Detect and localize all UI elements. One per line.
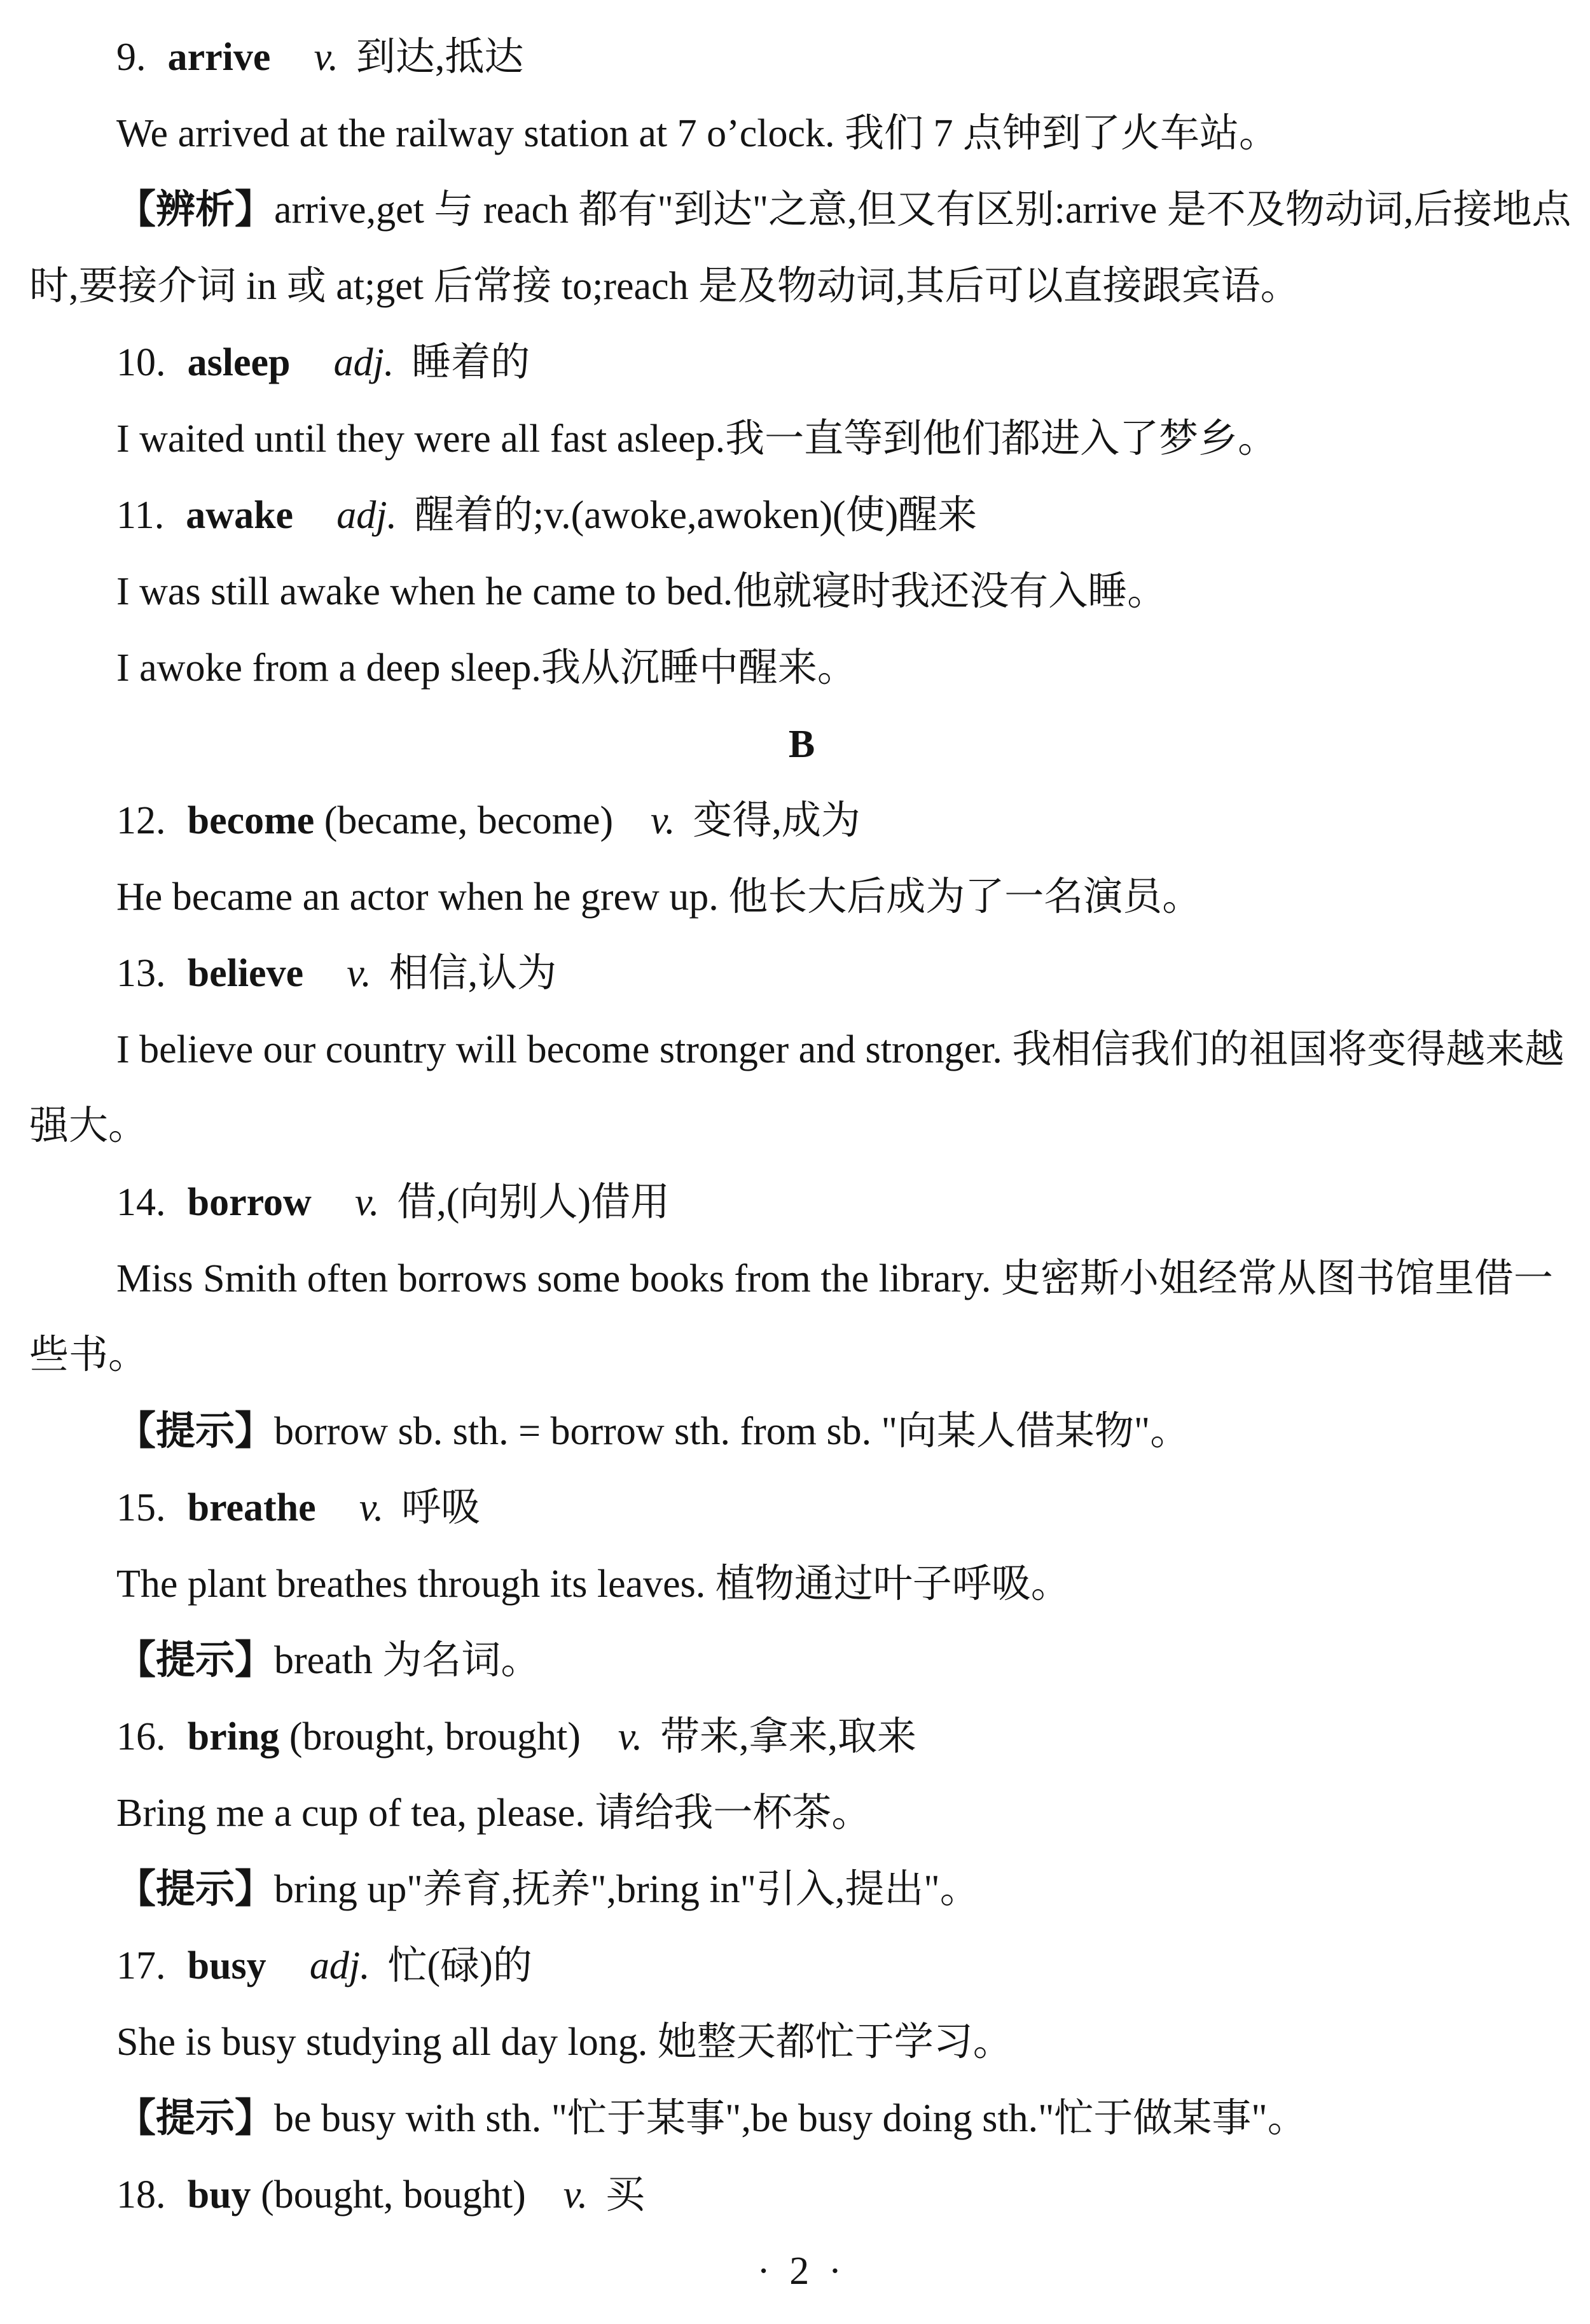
note-text: be busy with sth. "忙于某事",be busy doing sth."忙于做某事"。	[274, 2097, 1307, 2140]
note-paragraph	[29, 1622, 1574, 1699]
entry-bring-head	[29, 1699, 1574, 1775]
entry-arrive-head	[29, 19, 1574, 95]
note-paragraph	[29, 2080, 1574, 2157]
entry-pos: v.	[354, 1181, 380, 1224]
entry-word: bring	[187, 1715, 280, 1758]
example-sentence: He became an actor when he grew up. 他长大后成为了一名演员。	[116, 875, 1202, 919]
entry-word: breathe	[187, 1486, 316, 1529]
entry-word: buy	[187, 2173, 251, 2216]
entry-meaning: 呼吸	[401, 1486, 481, 1529]
entry-meaning: 带来,拿来,取来	[660, 1715, 917, 1758]
entry-meaning: 睡着的	[411, 341, 530, 384]
entry-number: 18.	[116, 2173, 166, 2216]
note-label: 【辨析】	[116, 188, 275, 232]
page-number: · 2 ·	[757, 2250, 847, 2293]
entry-meaning: 醒着的;v.(awoke,awoken)(使)醒来	[414, 494, 978, 537]
entry-number: 13.	[116, 952, 166, 995]
entry-meaning: 相信,认为	[389, 952, 557, 995]
entry-asleep-head	[29, 324, 1574, 401]
example-sentence: Miss Smith often borrows some books from the library. 史密斯小姐经常从图书馆里借一些书。	[29, 1257, 1553, 1377]
note-paragraph	[29, 1851, 1574, 1928]
note-paragraph	[29, 1393, 1574, 1470]
section-heading-B: B	[788, 723, 815, 766]
entry-pos: v.	[618, 1715, 643, 1758]
entry-number: 12.	[116, 799, 166, 842]
example-sentence: I waited until they were all fast asleep.我一直等到他们都进入了梦乡。	[116, 417, 1278, 461]
entry-word: believe	[187, 952, 304, 995]
entry-pos: v.	[359, 1486, 384, 1529]
entry-breathe-head	[29, 1470, 1574, 1546]
entry-verb-forms: (bought, bought)	[261, 2173, 526, 2216]
entry-borrow-head	[29, 1164, 1574, 1241]
example-sentence: She is busy studying all day long. 她整天都忙于学习。	[116, 2021, 1013, 2064]
note-text: arrive,get 与 reach 都有"到达"之意,但又有区别:arrive 是不及物动词,后接地点时,要接介词 in 或 at;get 后常接 to;reach 是及物动词,其后可以直接跟宾语。	[29, 188, 1572, 308]
example-sentence: I believe our country will become stronger and stronger. 我相信我们的祖国将变得越来越强大。	[29, 1028, 1565, 1148]
entry-number: 9.	[116, 36, 146, 79]
entry-word: borrow	[187, 1181, 312, 1224]
entry-pos: adj.	[309, 1944, 370, 1987]
entry-become-head	[29, 783, 1574, 859]
entry-pos: v.	[563, 2173, 588, 2216]
example-sentence: I awoke from a deep sleep.我从沉睡中醒来。	[116, 646, 857, 690]
example-sentence: We arrived at the railway station at 7 o’clock. 我们 7 点钟到了火车站。	[116, 112, 1279, 155]
note-label: 【提示】	[116, 1639, 275, 1682]
entry-pos: adj.	[333, 341, 394, 384]
example-sentence: I was still awake when he came to bed.他就寝时我还没有入睡。	[116, 570, 1167, 613]
entry-meaning: 借,(向别人)借用	[397, 1181, 670, 1224]
note-label: 【提示】	[116, 1410, 275, 1453]
entry-number: 11.	[116, 494, 165, 537]
example-sentence: Bring me a cup of tea, please. 请给我一杯茶。	[116, 1792, 871, 1835]
entry-buy-head	[29, 2157, 1574, 2233]
entry-number: 14.	[116, 1181, 166, 1224]
entry-meaning: 变得,成为	[693, 799, 861, 842]
entry-word: awake	[186, 494, 294, 537]
entry-pos: v.	[651, 799, 675, 842]
entry-number: 16.	[116, 1715, 166, 1758]
entry-meaning: 忙(碌)的	[387, 1944, 532, 1987]
example-sentence: The plant breathes through its leaves. 植物通过叶子呼吸。	[116, 1562, 1070, 1606]
note-text: bring up"养育,抚养",bring in"引入,提出"。	[274, 1868, 979, 1911]
entry-busy-head	[29, 1928, 1574, 2004]
note-label: 【提示】	[116, 1868, 275, 1911]
entry-pos: v.	[347, 952, 371, 995]
entry-awake-head	[29, 477, 1574, 553]
entry-verb-forms: (brought, brought)	[289, 1715, 581, 1758]
entry-word: become	[187, 799, 315, 842]
entry-number: 10.	[116, 341, 166, 384]
entry-verb-forms: (became, become)	[324, 799, 614, 842]
entry-word: asleep	[187, 341, 291, 384]
note-label: 【提示】	[116, 2097, 275, 2140]
entry-number: 15.	[116, 1486, 166, 1529]
entry-word: busy	[187, 1944, 266, 1987]
note-text: breath 为名词。	[274, 1639, 541, 1682]
entry-pos: v.	[314, 36, 338, 79]
note-text: borrow sb. sth. = borrow sth. from sb. "向某人借某物"。	[274, 1410, 1190, 1453]
entry-meaning: 到达,抵达	[356, 36, 524, 79]
note-paragraph	[29, 172, 1574, 324]
entry-meaning: 买	[605, 2173, 646, 2216]
entry-believe-head	[29, 935, 1574, 1012]
entry-word: arrive	[167, 36, 271, 79]
entry-pos: adj.	[336, 494, 397, 537]
entry-number: 17.	[116, 1944, 166, 1987]
